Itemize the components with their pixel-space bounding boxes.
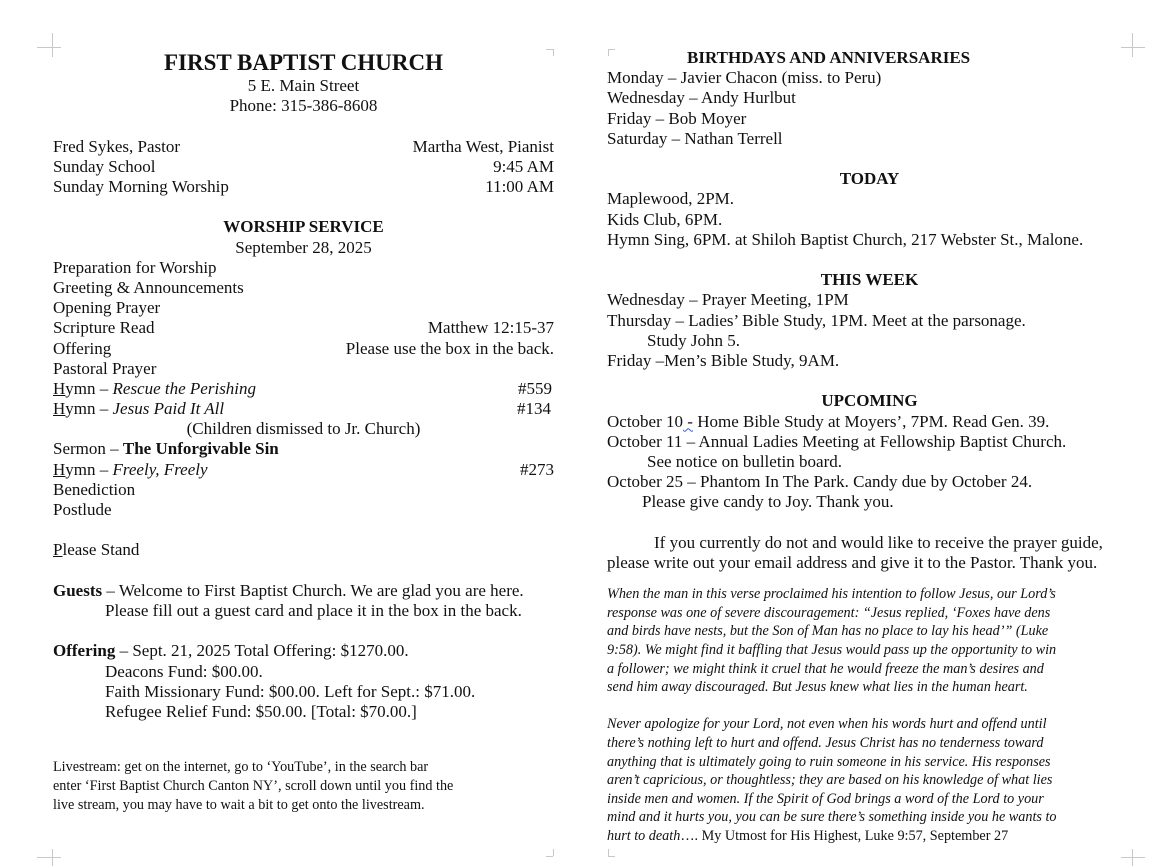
- birthday-item: Wednesday – Andy Hurlbut: [607, 88, 796, 108]
- order-item-label: Scripture Read: [53, 318, 155, 338]
- devotional-line: send him away discouraged. But Jesus knew what lies in the human heart.: [607, 679, 1028, 696]
- worship-heading: WORSHIP SERVICE: [223, 217, 384, 237]
- hymn-label: [53, 460, 208, 480]
- hymn-initial: H: [53, 399, 66, 419]
- devotional-line: When the man in this verse proclaimed his intention to follow Jesus, our Lord’s: [607, 586, 1056, 603]
- please-stand-note: [53, 540, 554, 560]
- hymn-initial: H: [53, 459, 66, 479]
- pianist-name: Martha West, Pianist: [412, 136, 554, 156]
- upcoming-date: October 10: [607, 411, 684, 431]
- offering-line: [53, 641, 554, 661]
- week-item: Thursday – Ladies’ Bible Study, 1PM. Meet at the parsonage.: [607, 310, 1026, 330]
- birthday-item: Friday – Bob Moyer: [607, 108, 747, 128]
- order-item-label: Preparation for Worship: [53, 257, 217, 277]
- devotional-line: inside men and women. If the Spirit of God brings a word of the Lord to your: [607, 790, 1044, 807]
- scripture-reference: Matthew 12:15-37: [427, 318, 554, 338]
- crop-mark-bottom-right-h: [1121, 857, 1145, 858]
- hymn-initial: H: [53, 378, 66, 398]
- sermon-item: [53, 439, 554, 459]
- upcoming-item: [607, 412, 1132, 432]
- hymn-label: [53, 379, 256, 399]
- prayer-guide-line: please write out your email address and give it to the Pastor. Thank you.: [607, 553, 1098, 573]
- hymn-item: [53, 460, 554, 480]
- order-item-label: Pastoral Prayer: [53, 358, 157, 378]
- order-item-label: Opening Prayer: [53, 298, 161, 318]
- fund-line: Deacons Fund: $00.00.: [105, 661, 263, 681]
- offering-label: Offering: [53, 641, 116, 661]
- church-phone: Phone: 315-386-8608: [229, 96, 378, 116]
- order-item-label: Offering: [53, 338, 112, 358]
- order-item-label: Greeting & Announcements: [53, 277, 244, 297]
- crop-mark-bottom-right-v: [1132, 849, 1133, 866]
- crop-mark-bottom-right-h: [546, 856, 553, 857]
- crop-mark-bottom-right-v: [553, 849, 554, 856]
- schedule-row: [53, 157, 554, 177]
- prayer-guide-line: If you currently do not and would like to receive the prayer guide,: [654, 532, 1103, 552]
- order-item: [53, 298, 554, 318]
- church-address: 5 E. Main Street: [247, 76, 360, 95]
- stand-initial: P: [53, 540, 63, 560]
- devotional-paragraph-2: [607, 715, 1132, 845]
- crop-mark-top-left-h: [37, 47, 61, 48]
- devotional-line: mind and it hurts you, you can be sure there’s something inside you he wants to: [607, 809, 1057, 826]
- devotional-line: anything that is ultimately going to ruin someone in his service. His responses: [607, 753, 1051, 770]
- today-item: Hymn Sing, 6PM. at Shiloh Baptist Church, 217 Webster St., Malone.: [607, 229, 1084, 249]
- guests-text: – Welcome to First Baptist Church. We are glad you are here.: [102, 580, 524, 600]
- devotional-line: response was one of severe discouragement: “Jesus replied, ‘Foxes have dens: [607, 604, 1051, 621]
- devotional-text: hurt to death: [607, 827, 681, 844]
- benediction: Benediction: [53, 479, 136, 499]
- left-column: [53, 50, 554, 814]
- guests-label: Guests: [53, 580, 103, 600]
- birthdays-heading: BIRTHDAYS AND ANNIVERSARIES: [687, 48, 971, 67]
- hymn-title: Jesus Paid It All: [112, 399, 225, 419]
- hymn-label: [53, 399, 224, 419]
- devotional-line: Never apologize for your Lord, not even when his words hurt and offend until: [607, 716, 1047, 733]
- church-name: FIRST BAPTIST CHURCH: [163, 50, 444, 75]
- guests-line: [53, 581, 554, 601]
- upcoming-item-continued: Please give candy to Joy. Thank you.: [642, 492, 894, 512]
- hymn-number: #134: [517, 399, 551, 419]
- livestream-line: enter ‘First Baptist Church Canton NY’, scroll down until you find the: [53, 777, 454, 794]
- hymn-prefix: ymn –: [65, 459, 113, 479]
- schedule-label: Sunday School: [53, 156, 156, 176]
- hymn-title: Rescue the Perishing: [112, 378, 257, 398]
- pastor-name: Fred Sykes, Pastor: [53, 136, 181, 156]
- this-week-heading: THIS WEEK: [820, 270, 919, 290]
- hymn-number: #559: [518, 378, 552, 398]
- devotional-line: a follower; we might think it cruel that he would freeze the man’s desires and: [607, 660, 1044, 677]
- fund-line: Refugee Relief Fund: $50.00. [Total: $70.00.]: [105, 702, 417, 722]
- crop-mark-bottom-left-h: [608, 856, 615, 857]
- hymn-number: #273: [520, 459, 554, 479]
- crop-mark-bottom-left-v: [608, 849, 609, 856]
- upcoming-text: Home Bible Study at Moyers’, 7PM. Read Gen. 39.: [692, 411, 1050, 431]
- schedule-time: 9:45 AM: [493, 156, 554, 176]
- devotional-citation: …. My Utmost for His Highest, Luke 9:57, September 27: [680, 827, 1009, 844]
- offering-total: – Sept. 21, 2025 Total Offering: $1270.00.: [115, 641, 409, 661]
- livestream-line: Livestream: get on the internet, go to ‘YouTube’, in the search bar: [53, 759, 429, 776]
- today-heading: TODAY: [839, 169, 900, 189]
- worship-date: September 28, 2025: [235, 237, 372, 257]
- devotional-paragraph-1: [607, 585, 1132, 697]
- schedule-row: [53, 177, 554, 197]
- sermon-title: The Unforgivable Sin: [122, 439, 279, 459]
- devotional-citation-line: [607, 827, 1132, 846]
- guests-line-2: Please fill out a guest card and place it in the box in the back.: [105, 601, 522, 621]
- today-item: Maplewood, 2PM.: [607, 189, 735, 209]
- schedule-label: Sunday Morning Worship: [53, 176, 229, 196]
- hymn-title: Freely, Freely: [112, 459, 208, 479]
- order-item: [53, 258, 554, 278]
- crop-mark-bottom-left-v: [52, 849, 53, 866]
- devotional-line: aren’t capricious, or thoughtless; they are based on his knowledge of what lies: [607, 772, 1053, 789]
- today-item: Kids Club, 6PM.: [607, 209, 723, 229]
- order-item: [53, 278, 554, 298]
- livestream-line: live stream, you may have to wait a bit to get onto the livestream.: [53, 796, 425, 813]
- right-column: [607, 48, 1132, 846]
- week-item: Friday –Men’s Bible Study, 9AM.: [607, 351, 840, 371]
- hymn-item: [53, 379, 554, 399]
- upcoming-item: October 11 – Annual Ladies Meeting at Fellowship Baptist Church.: [607, 431, 1067, 451]
- devotional-line: 9:58). We might find it baffling that Jesus would pass up the opportunity to win: [607, 642, 1057, 658]
- crop-mark-top-right-v: [1132, 33, 1133, 57]
- hymn-prefix: ymn –: [65, 378, 113, 398]
- week-item: Wednesday – Prayer Meeting, 1PM: [607, 290, 849, 310]
- upcoming-item: October 25 – Phantom In The Park. Candy due by October 24.: [607, 472, 1033, 492]
- stand-rest: lease Stand: [62, 540, 140, 560]
- devotional-line: and birds have nests, but the Son of Man has no place to lay his head’” (Luke: [607, 623, 1049, 640]
- staff-row: [53, 137, 554, 157]
- children-note: (Children dismissed to Jr. Church): [186, 419, 421, 439]
- left-page: [0, 0, 580, 866]
- birthday-item: Saturday – Nathan Terrell: [607, 128, 783, 148]
- postlude: Postlude: [53, 500, 112, 520]
- order-item: [53, 339, 554, 359]
- upcoming-heading: UPCOMING: [821, 391, 918, 411]
- order-item: [53, 318, 554, 338]
- fund-line: Faith Missionary Fund: $00.00. Left for Sept.: $71.00.: [105, 681, 476, 701]
- spellcheck-dash: -: [683, 411, 693, 431]
- week-item-continued: Study John 5.: [647, 330, 741, 350]
- hymn-item: [53, 399, 554, 419]
- schedule-time: 11:00 AM: [485, 176, 554, 196]
- right-page: [580, 0, 1161, 866]
- sermon-prefix: Sermon –: [53, 439, 123, 459]
- order-item: [53, 359, 554, 379]
- devotional-line: there’s nothing left to hurt and offend. Jesus Christ has no tenderness toward: [607, 734, 1044, 751]
- upcoming-item-continued: See notice on bulletin board.: [647, 452, 842, 472]
- offering-note: Please use the box in the back.: [345, 338, 554, 358]
- birthday-item: Monday – Javier Chacon (miss. to Peru): [607, 68, 882, 88]
- hymn-prefix: ymn –: [65, 399, 113, 419]
- crop-mark-bottom-left-h: [37, 857, 61, 858]
